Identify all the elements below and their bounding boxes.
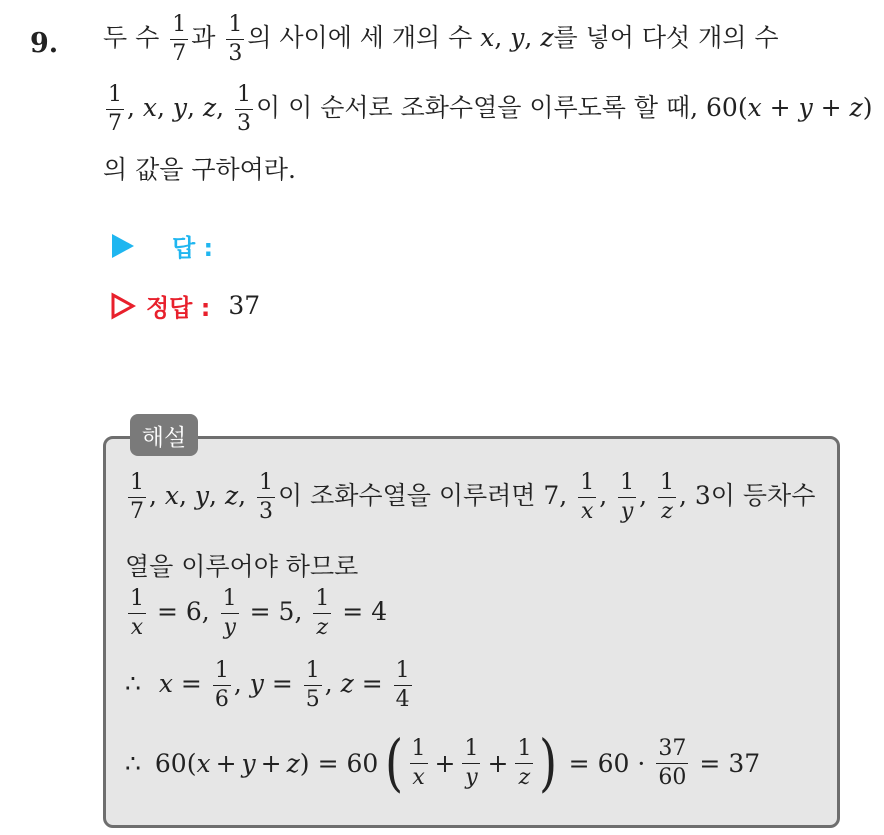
solution-text: 이 조화수열을 이루려면 7,	[278, 481, 568, 510]
question-line-2: $\frac{1}{7}$ , x, y, z, $\frac{1}{3}$ 이 이 순서로 조화수열을 이루도록 할 때, 60(x + y + z)	[108, 82, 873, 136]
outline-arrow-icon	[110, 292, 136, 320]
question-text: 를 넣어 다섯 개의 수	[553, 23, 779, 52]
fraction-one-third: $\frac{1}{3}$	[237, 82, 252, 136]
big-right-paren: )	[539, 726, 558, 799]
question-text: 의 사이에 세 개의 수	[247, 23, 473, 52]
fraction-one-seventh: $\frac{1}{7}$	[108, 82, 122, 136]
correct-answer-value: 37	[228, 291, 261, 320]
fraction-one-third: $\frac{1}{3}$	[228, 12, 243, 66]
question-text: 과	[191, 23, 216, 52]
play-arrow-icon	[112, 234, 134, 258]
solution-line-5: ∴ 60 ( x + y + z ) = 60 ( $\frac{1}{x}$ + $\frac{1}{y}$ + $\frac{1}{z}$ ) = 60 · $\frac{37}{60}$ = 37	[125, 726, 761, 799]
var-z: z	[540, 23, 554, 52]
fraction-one-seventh: $\frac{1}{7}$	[172, 12, 187, 66]
big-left-paren: (	[385, 726, 404, 799]
var-x: x	[480, 23, 495, 52]
question-text: 두 수	[103, 23, 160, 52]
answer-label: 답 :	[172, 234, 214, 262]
solution-line-2: 열을 이루어야 하므로	[125, 552, 359, 581]
solution-line-3: $\frac{1}{x}$ = 6, $\frac{1}{y}$ = 5, $\frac{1}{z}$ = 4	[130, 586, 388, 640]
correct-answer-label: 정답 :	[146, 294, 211, 322]
solution-tag: 해설	[130, 414, 198, 456]
solution-line-1: $\frac{1}{7}$ , x, y, z, $\frac{1}{3}$ 이 조화수열을 이루려면 7, $\frac{1}{x}$ , $\frac{1}{y}$ , $\frac{1}{z}$ , 3이 등차수	[130, 470, 816, 524]
correct-answer-row	[110, 288, 260, 323]
therefore-symbol: ∴	[125, 669, 141, 698]
solution-line-4: ∴ x = $\frac{1}{6}$ , y = $\frac{1}{5}$ , z = $\frac{1}{4}$	[125, 658, 410, 712]
question-line-3: 의 값을 구하여라.	[103, 155, 296, 184]
question-number: 9.	[30, 28, 59, 59]
solution-text: 3이 등차수	[694, 481, 816, 510]
question-line-1: 두 수 $\frac{1}{7}$ 과 $\frac{1}{3}$ 의 사이에 세 개의 수 x, y, z를 넣어 다섯 개의 수	[103, 12, 779, 66]
var-y: y	[510, 23, 525, 52]
answer-row[interactable]	[112, 228, 213, 263]
question-text: 이 이 순서로 조화수열을 이루도록 할 때,	[256, 93, 699, 122]
